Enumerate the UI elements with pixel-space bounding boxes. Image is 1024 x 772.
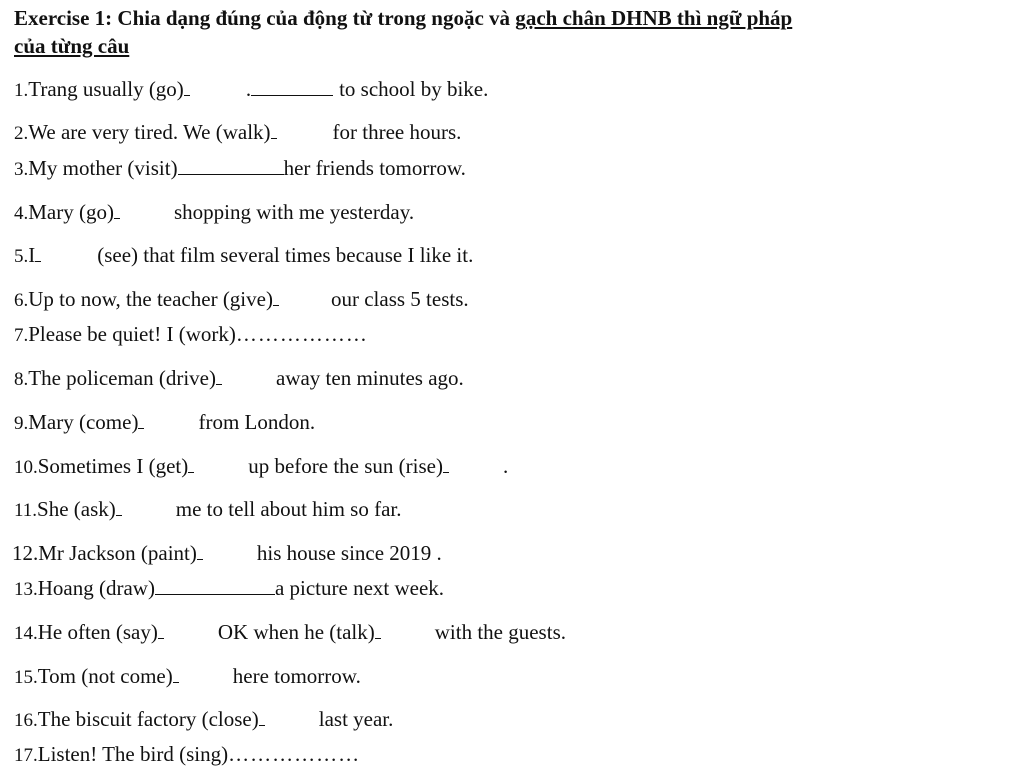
item-text-mid: OK when he (talk) — [217, 620, 375, 644]
answer-blank[interactable] — [158, 621, 164, 639]
item-text-end: a picture next week. — [274, 576, 445, 600]
answer-blank[interactable] — [35, 244, 41, 262]
item-text-end: our class 5 tests. — [330, 287, 469, 311]
exercise-item-13 — [14, 575, 444, 603]
exercise-item-2 — [14, 119, 461, 147]
item-text: Hoang (draw) — [37, 576, 155, 600]
exercise-item-16 — [14, 706, 393, 734]
answer-blank[interactable] — [443, 455, 449, 473]
item-text-end: to school by bike. — [339, 77, 489, 101]
answer-blank[interactable] — [375, 621, 381, 639]
answer-blank[interactable] — [155, 577, 275, 595]
exercise-item-1 — [14, 76, 488, 104]
answer-blank[interactable] — [188, 455, 194, 473]
item-text: Mr Jackson (paint) — [38, 541, 197, 565]
exercise-item-7 — [14, 321, 368, 349]
exercise-item-15 — [14, 663, 361, 691]
item-text: Sometimes I (get) — [37, 454, 189, 478]
item-number: 13. — [14, 579, 38, 600]
answer-blank[interactable] — [173, 665, 179, 683]
item-number: 10. — [14, 457, 38, 478]
answer-blank[interactable] — [116, 498, 122, 516]
title-part-2: ạch chân DHNB thì ngữ pháp — [525, 6, 793, 30]
exercise-item-8 — [14, 365, 464, 393]
item-text-end: with the guests. — [434, 620, 566, 644]
answer-blank[interactable] — [273, 288, 279, 306]
item-number: 2. — [14, 123, 29, 144]
item-text-end: her friends tomorrow. — [283, 156, 466, 180]
item-text: Tom (not come) — [37, 664, 173, 688]
item-text: Up to now, the teacher (give) — [28, 287, 273, 311]
item-text: Mary (come) — [28, 410, 139, 434]
item-text: He often (say) — [37, 620, 158, 644]
answer-blank[interactable] — [216, 367, 222, 385]
item-number: 12. — [12, 541, 39, 565]
item-number: 16. — [14, 710, 38, 731]
answer-blank[interactable] — [184, 78, 190, 96]
exercise-item-12 — [12, 540, 442, 566]
answer-blank[interactable] — [259, 708, 265, 726]
exercise-item-17 — [14, 741, 360, 769]
item-text-end: shopping with me yesterday. — [173, 200, 415, 224]
answer-blank[interactable] — [114, 201, 120, 219]
exercise-item-9 — [14, 409, 315, 437]
item-number: 5. — [14, 246, 29, 267]
item-text: Please be quiet! I (work) — [28, 322, 236, 346]
item-mark: . — [245, 77, 252, 101]
item-text-end: up before the sun (rise) — [248, 454, 443, 478]
item-text: The policeman (drive) — [28, 366, 216, 390]
exercise-item-11 — [14, 496, 402, 524]
item-number: 7. — [14, 325, 29, 346]
item-text-end: for three hours. — [332, 120, 462, 144]
item-text: My mother (visit) — [28, 156, 178, 180]
answer-blank[interactable] — [271, 121, 277, 139]
exercise-item-3 — [14, 155, 466, 183]
item-mark: . — [502, 454, 509, 478]
exercise-item-5 — [14, 242, 473, 270]
item-text: She (ask) — [37, 497, 116, 521]
item-text: I — [28, 243, 36, 267]
item-text-end: here tomorrow. — [232, 664, 361, 688]
item-number: 14. — [14, 623, 38, 644]
exercise-item-4 — [14, 199, 414, 227]
answer-dots[interactable]: ……………… — [235, 322, 368, 346]
item-number: 1. — [14, 80, 29, 101]
exercise-item-6 — [14, 286, 469, 314]
exercise-title — [14, 4, 1014, 60]
item-text-end: (see) that film several times because I like it. — [97, 243, 474, 267]
item-number: 4. — [14, 203, 29, 224]
exercise-item-14 — [14, 619, 566, 647]
item-text: Listen! The bird (sing) — [37, 742, 229, 766]
answer-blank[interactable] — [178, 157, 284, 175]
item-text-end: his house since 2019 . — [256, 541, 442, 565]
item-number: 3. — [14, 159, 29, 180]
item-number: 17. — [14, 745, 38, 766]
item-number: 8. — [14, 369, 29, 390]
item-text: Mary (go) — [28, 200, 114, 224]
answer-blank[interactable] — [251, 78, 333, 96]
title-part-1: Exercise 1: Chia dạng đúng của động từ trong ngoặc và g — [14, 6, 526, 30]
answer-blank[interactable] — [138, 411, 144, 429]
item-text-end: away ten minutes ago. — [276, 366, 464, 390]
title-part-3: của từng câu — [14, 34, 130, 58]
item-text-end: from London. — [198, 410, 316, 434]
answer-dots[interactable]: ……………… — [228, 742, 361, 766]
item-text-end: me to tell about him so far. — [175, 497, 402, 521]
item-text-end: last year. — [318, 707, 394, 731]
exercise-item-10 — [14, 453, 508, 481]
answer-blank[interactable] — [197, 542, 203, 560]
item-text: The biscuit factory (close) — [37, 707, 259, 731]
item-number: 9. — [14, 413, 29, 434]
item-number: 11. — [14, 500, 38, 521]
item-text: We are very tired. We (walk) — [28, 120, 271, 144]
item-number: 6. — [14, 290, 29, 311]
item-number: 15. — [14, 667, 38, 688]
item-text: Trang usually (go) — [28, 77, 184, 101]
